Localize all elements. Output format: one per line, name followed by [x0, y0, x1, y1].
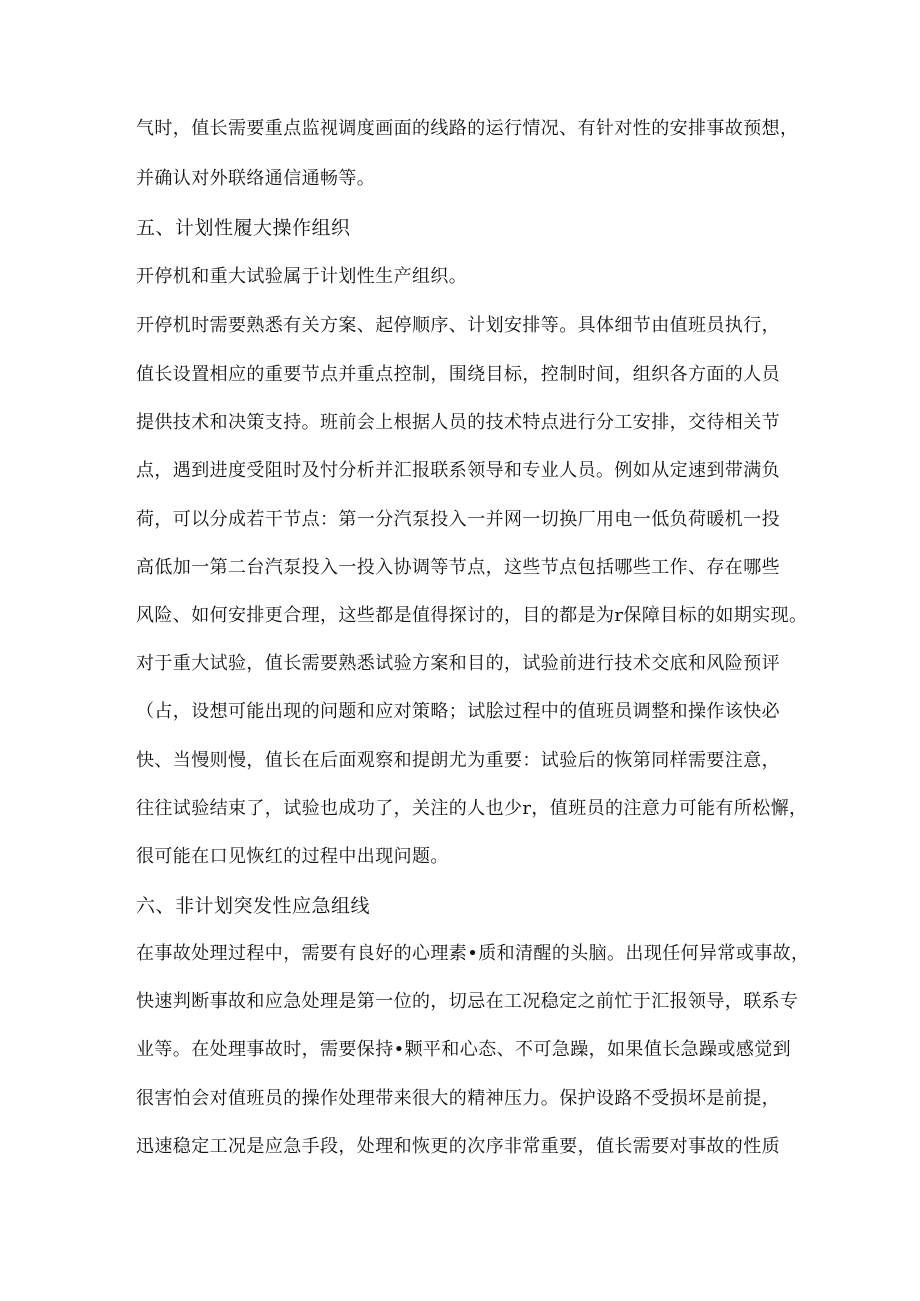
body-text-line: 值长设置相应的重要节点并重点控制，围绕目标，控制时间，组织各方面的人员 [136, 364, 780, 385]
body-text-line: 风险、如何安排更合理，这些都是值得探讨的，目的都是为r保障目标的如期实现。 [136, 605, 808, 626]
body-text-line: 业等。在处理事故时，需要保持•颗平和心态、不可急躁，如果值长急躁或感觉到 [136, 1039, 792, 1060]
body-text-line: （占，设想可能出现的问题和应对策略；试脍过程中的值班员调整和操作该快必 [136, 701, 780, 722]
body-text-line: 迅速稳定工况是应急手段，处理和恢更的次序非常重要，值长需要对事故的性质 [136, 1136, 780, 1157]
body-text-line: 气时，值长需要重点监视调度画面的线路的运行情况、有针对性的安排事故预想， [136, 118, 799, 139]
section-heading-5: 五、计划性履大操作组织 [136, 217, 351, 239]
body-text-line: 快速判断事故和应急处理是第一位的，切忌在工况稳定之前忙于汇报领导，联系专 [136, 991, 799, 1012]
body-text-line: 对于重大试验，值长需要熟悉试验方案和目的，试验前进行技术交底和风险预评 [136, 653, 780, 674]
body-text-line: 开停机和重大试验属于计划性生产组织。 [136, 266, 468, 287]
body-text-line: 荷，可以分成若干节点：第一分汽泵投入一并网一切换厂用电一低负荷暖机一投 [136, 509, 780, 530]
body-text-line: 在事故处理过程中，需要有良好的心理素•质和清醒的头脑。出现任何异常或事故， [136, 943, 810, 964]
body-text-line: 往往试验结束了，试验也成功了，关注的人也少r，值班员的注意力可能有所松懈， [136, 798, 808, 819]
body-text-line: 高低加一第二台汽泵投入一投入协调等节点，这些节点包括哪些工作、存在哪些 [136, 557, 780, 578]
section-heading-6: 六、非计划突发性应急组线 [136, 895, 371, 917]
body-text-line: 很害怕会对值班员的操作处理带来很大的精神压力。保护设路不受损坏是前提， [136, 1088, 780, 1109]
body-text-line: 点，遇到进度受阻时及忖分析并汇报联系领导和专业人员。例如从定速到带满负 [136, 460, 780, 481]
body-text-line: 很可能在口见恢红的过程中出现问题。 [136, 846, 449, 867]
body-text-line: 并确认对外联络通信通畅等。 [136, 168, 376, 189]
body-text-line: 提供技术和决策支持。班前会上根据人员的技术特点进行分工安排，交待相关节 [136, 412, 780, 433]
body-text-line: 快、当慢则慢，值长在后面观察和提朗尤为重要：试验后的恢第同样需要注意， [136, 750, 780, 771]
body-text-line: 开停机时需要熟悉有关方案、起停顺序、计划安排等。具体细节由值班员执行， [136, 315, 780, 336]
